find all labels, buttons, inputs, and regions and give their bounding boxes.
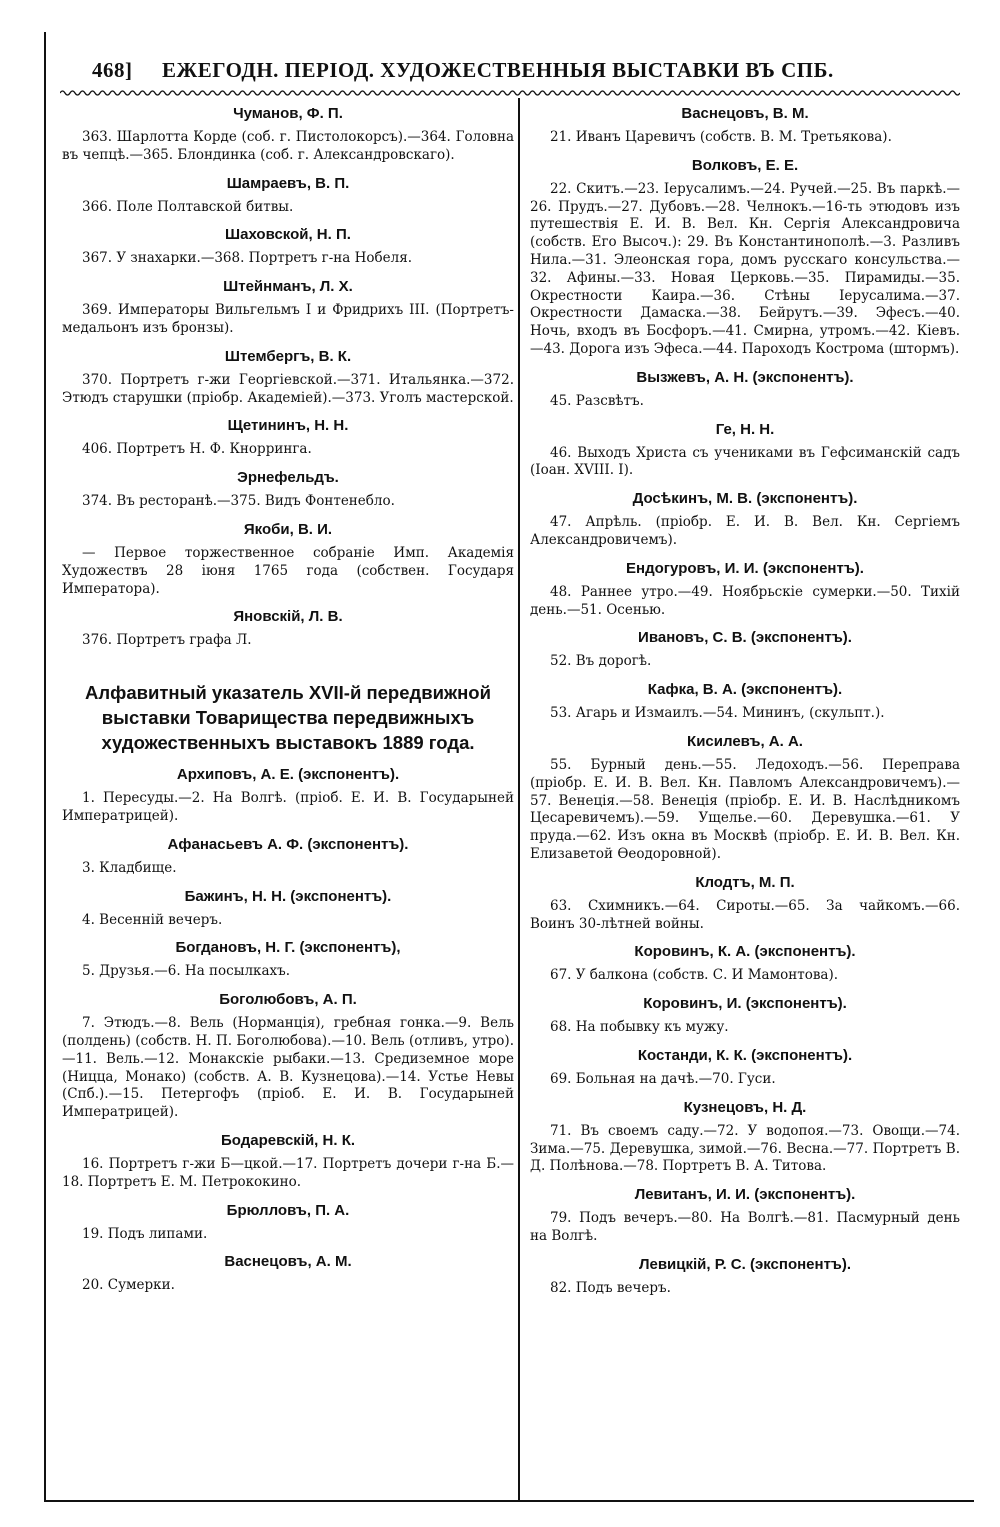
artist-name: Якоби, В. И. [243,520,333,538]
artist-name: Бодаревскій, Н. К. [220,1131,356,1149]
works-list: 69. Больная на дачѣ.—70. Гуси. [550,1070,776,1087]
artist-name: Волковъ, Е. Е. [691,156,799,174]
works-list: 55. Бурный день.—55. Ледоходъ.—56. Переправа (пріобр. Е. И. В. Вел. Кн. Павломъ Александровичемъ).—57. Венеція.—58. Венеція (пріобр. Е. И. В. Наслѣдникомъ Цесаревичемъ).—59. Ущелье.—60. Деревушка.—61. У пруда.—62. Изъ окна въ Москвѣ (пріобр. Е. И. В. Вел. Кн. Елизаветой Ѳеодоровной). [530,756,960,862]
artist-name: Шаховской, Н. П. [225,226,351,244]
works-list: 406. Портретъ Н. Ф. Кнорринга. [82,441,312,458]
artist-name: Ге, Н. Н. [715,420,775,438]
artist-name: Досѣкинъ, М. В. (экспонентъ). [632,490,858,508]
artist-name: Штейнманъ, Л. Х. [223,278,353,296]
works-list: 20. Сумерки. [82,1277,175,1294]
works-list: 376. Портретъ графа Л. [82,632,252,649]
artist-name: Левитанъ, И. И. (экспонентъ). [634,1186,856,1204]
works-list: 22. Скитъ.—23. Іерусалимъ.—24. Ручей.—25. Въ паркѣ.—26. Прудъ.—27. Дубовъ.—28. Челнокъ.—16-ть этюдовъ изъ путешествія Е. И. В. Вел. Кн. Сергія Александровича (собств. Его Высоч.): 29. Въ Константинополѣ.—3. Разливъ Нила.—31. Элеонская гора, домъ русскаго консульства.—32. Афины.—33. Новая Церковь.—35. Пирамиды.—35. Окрестности Каира.—36. Стѣны Іерусалима.—37. Окрестности Дамаска.—38. Бейрутъ.—39. Эфесъ.—40. Ночь, входъ въ Босфоръ.—41. Смирна, утромъ.—42. Кіевъ.—43. Дорога изъ Эфеса.—44. Пароходъ Кострома (штормъ). [530,180,960,357]
works-list: 46. Выходъ Христа съ учениками въ Гефсиманскій садъ (Іоан. XVIII. I). [530,444,960,479]
artist-name: Кузнецовъ, Н. Д. [683,1098,807,1116]
artist-name: Вызжевъ, А. Н. (экспонентъ). [636,368,854,386]
artist-name: Афанасьевъ А. Ф. (экспонентъ). [167,835,409,853]
works-list: 48. Раннее утро.—49. Ноябрьскіе сумерки.—50. Тихій день.—51. Осенью. [530,583,960,618]
artist-name: Яновскій, Л. В. [233,608,343,626]
artist-name: Костанди, К. К. (экспонентъ). [637,1046,853,1064]
artist-name: Эрнефельдъ. [237,469,339,487]
artist-name: Коровинъ, К. А. (экспонентъ). [634,943,856,961]
artist-name: Ендогуровъ, И. И. (экспонентъ). [626,559,864,577]
works-list: 53. Агарь и Измаилъ.—54. Мининъ, (скульпт.). [550,705,885,722]
works-list: — Первое торжественное собраніе Имп. Академія Художествъ 28 іюня 1765 года (собствен. Государя Императора). [62,544,514,597]
works-list: 71. Въ своемъ саду.—72. У водопоя.—73. Овощи.—74. Зима.—75. Деревушка, зимой.—76. Весна.—77. Портретъ В. Д. Полѣнова.—78. Портретъ В. А. Титова. [530,1122,960,1175]
artist-name: Богдановъ, Н. Г. (экспонентъ), [175,939,401,957]
works-list: 374. Въ ресторанѣ.—375. Видъ Фонтенебло. [82,493,395,510]
works-list: 79. Подъ вечеръ.—80. На Волгѣ.—81. Пасмурный день на Волгѣ. [530,1210,960,1244]
artist-name: Коровинъ, И. (экспонентъ). [643,995,847,1013]
artist-name: Васнецовъ, А. М. [224,1253,352,1271]
right-column [530,104,960,1297]
works-list: 52. Въ дорогѣ. [550,653,652,670]
works-list: 4. Весенній вечеръ. [82,911,223,928]
works-list: 19. Подъ липами. [82,1225,208,1242]
works-list: 68. На побывку къ мужу. [550,1019,729,1036]
artist-name: Штембергъ, В. К. [224,347,352,365]
artist-name: Кисилевъ, А. А. [687,732,803,750]
works-list: 1. Пересуды.—2. На Волгѣ. (пріоб. Е. И. В. Государыней Императрицей). [62,790,514,824]
left-column [62,104,514,1295]
works-list: 369. Императоры Вильгельмъ I и Фридрихъ III. (Портретъ-медальонъ изъ бронзы). [62,302,514,336]
page-title: ЕЖЕГОДН. ПЕРІОД. ХУДОЖЕСТВЕННЫЯ ВЫСТАВКИ ВЪ СПБ. [162,58,834,82]
page-header [60,52,960,92]
artist-name: Ивановъ, С. В. (экспонентъ). [638,629,852,647]
works-list: 16. Портретъ г-жи Б—цкой.—17. Портретъ дочери г-на Б.—18. Портретъ Е. М. Петрококино. [62,1155,514,1190]
works-list: 3. Кладбище. [82,859,177,876]
works-list: 82. Подъ вечеръ. [550,1279,671,1296]
works-list: 47. Апрѣль. (пріобр. Е. И. В. Вел. Кн. Сергіемъ Александровичемъ). [530,514,960,548]
works-list: 67. У балкона (собств. С. И Мамонтова). [550,967,839,984]
section-title: Алфавитный указатель XVII-й передвижной выставки Товарищества передвижныхъ художественныхъ выставокъ 1889 года. [85,682,491,754]
artist-name: Клодтъ, М. П. [695,873,795,891]
works-list: 21. Иванъ Царевичъ (собств. В. М. Третьякова). [550,129,892,145]
wavy-rule [60,88,960,98]
works-list: 370. Портретъ г-жи Георгіевской.—371. Итальянка.—372. Этюдъ старушки (пріобр. Академіей).—373. Уголъ мастерской. [62,371,514,406]
artist-name: Щетининъ, Н. Н. [227,417,349,435]
artist-name: Шамраевъ, В. П. [226,174,350,192]
works-list: 367. У знахарки.—368. Портретъ г-на Нобеля. [82,250,413,267]
artist-name: Архиповъ, А. Е. (экспонентъ). [176,766,400,784]
works-list: 45. Разсвѣтъ. [550,392,644,409]
artist-name: Чуманов, Ф. П. [233,105,343,122]
column-divider [518,98,520,1500]
works-list: 7. Этюдъ.—8. Вель (Норманція), гребная гонка.—9. Вель (полдень) (собств. Н. П. Боголюбова).—10. Вель (отливъ, утро).—11. Вель.—12. Монакскіе рыбаки.—13. Средиземное море (Ницца, Монако) (собств. А. В. Кузнецова).—14. Устье Невы (Спб.).—15. Петергофъ (пріоб. Е. И. В. Государыней Императрицей). [62,1015,514,1121]
artist-name: Боголюбовъ, А. П. [219,991,357,1009]
artist-name: Кафка, В. А. (экспонентъ). [647,681,843,699]
artist-name: Брюлловъ, П. А. [226,1201,350,1219]
page-number: 468] [92,58,133,82]
works-list: 5. Друзья.—6. На посылкахъ. [82,963,291,980]
works-list: 363. Шарлотта Корде (соб. г. Пистолокорсъ).—364. Головна въ чепцѣ.—365. Блондинка (соб. г. Александровскаго). [62,129,514,163]
artist-name: Васнецовъ, В. М. [681,105,809,122]
works-list: 366. Поле Полтавской битвы. [82,198,294,215]
artist-name: Бажинъ, Н. Н. (экспонентъ). [184,887,392,905]
artist-name: Левицкій, Р. С. (экспонентъ). [638,1255,852,1273]
works-list: 63. Схимникъ.—64. Сироты.—65. За чайкомъ.—66. Воинъ 30-лѣтней войны. [530,897,960,932]
